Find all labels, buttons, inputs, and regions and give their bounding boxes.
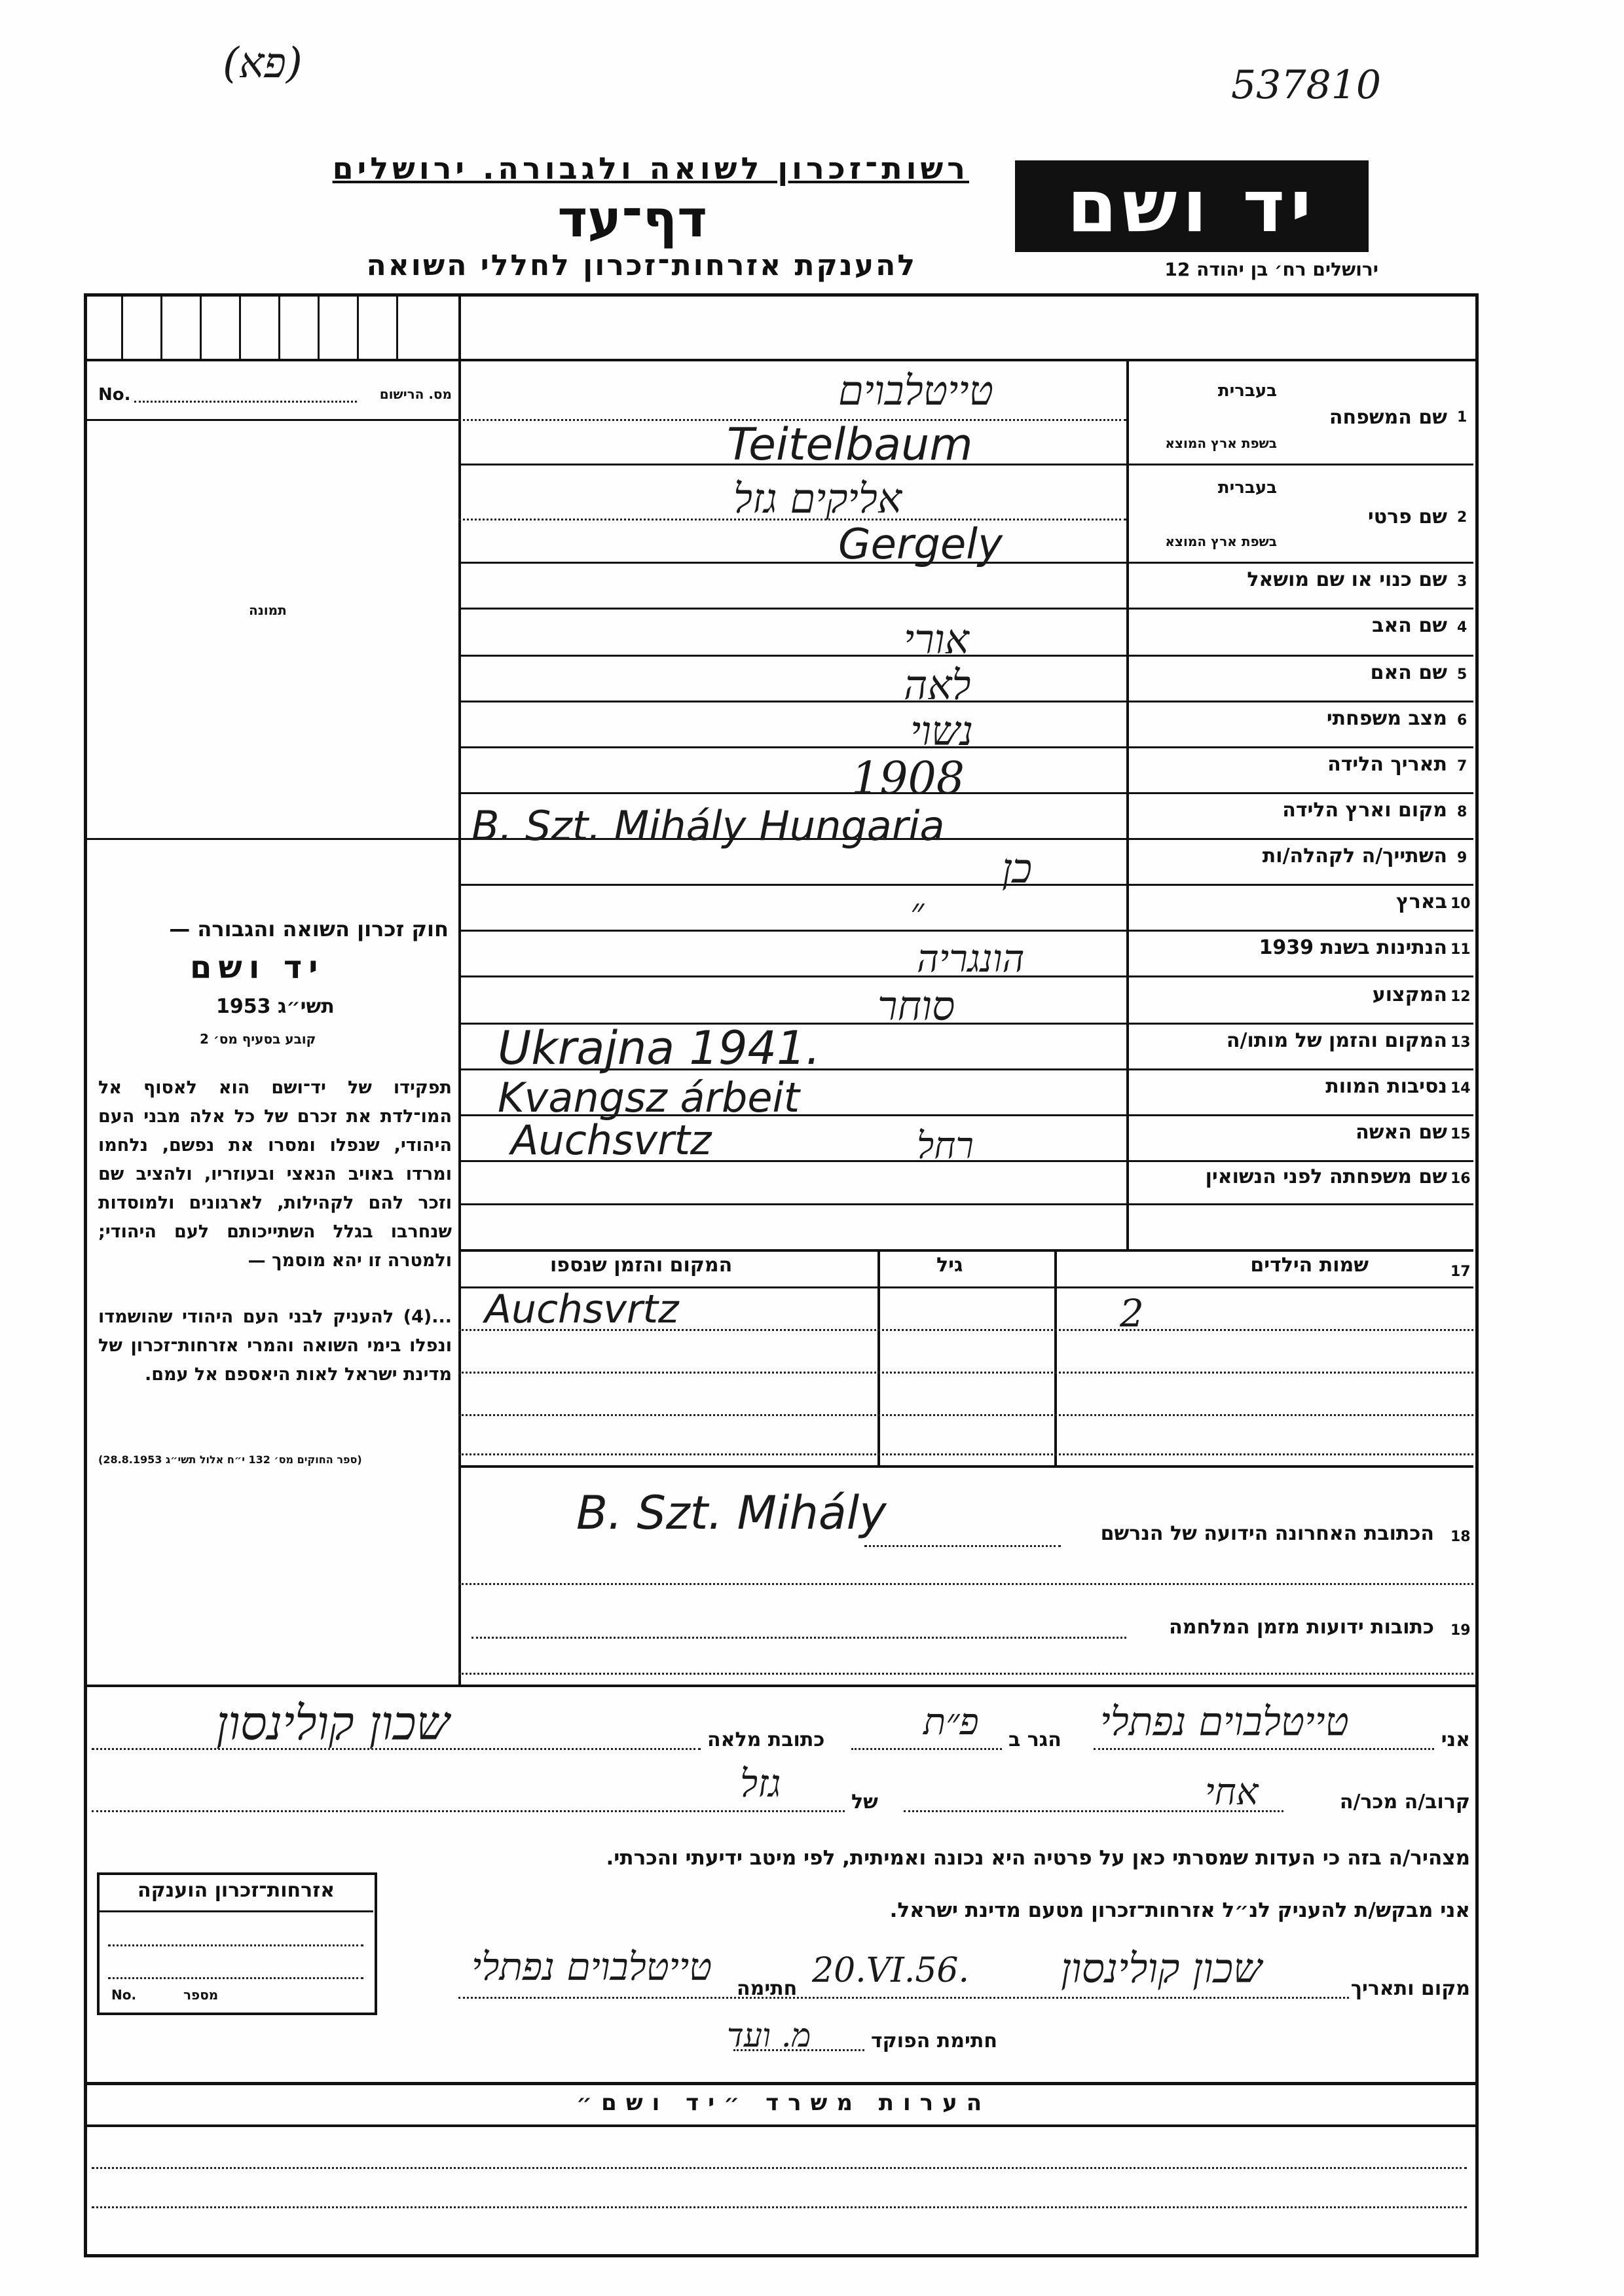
declaration-relation: אחי (1205, 1771, 1259, 1813)
field-15-number: 15 (1450, 1126, 1471, 1142)
field-18-number: 18 (1450, 1529, 1471, 1545)
field-12-value: סוחר (877, 982, 955, 1030)
office-notes-title: הערות משרד ״יד ושם״ (576, 2090, 991, 2116)
photo-label: תמונה (249, 602, 287, 618)
field-13-label: המקום והזמן של מותו/ה (1226, 1029, 1447, 1052)
field-6-label: מצב משפחתי (1326, 707, 1447, 730)
field-4-value: אורי (904, 615, 969, 663)
field-8-value: B. Szt. Mihály Hungaria (471, 802, 945, 850)
field-11-number: 11 (1450, 941, 1471, 958)
field-2-number: 2 (1457, 509, 1467, 526)
field-15-label: שם האשה (1356, 1121, 1447, 1144)
field-9-number: 9 (1457, 850, 1467, 866)
field-1-sub-hebrew: בעברית (1217, 381, 1277, 401)
field-18-label: הכתובת האחרונה הידועה של הנרשם (1100, 1522, 1434, 1545)
field-7-label: תאריך הלידה (1327, 753, 1447, 776)
field-19-label: כתובות ידועות מזמן המלחמה (1169, 1616, 1434, 1639)
field-5-value: לאה (904, 661, 971, 709)
field-2-sub-hebrew: בעברית (1217, 478, 1277, 498)
reg-no-hebrew: מס. הרישום (379, 386, 452, 402)
declaration-of-value: גזל (740, 1761, 781, 1806)
field-14-number: 14 (1450, 1080, 1471, 1097)
yad-vashem-logo (1015, 160, 1369, 252)
field-6-value: נשוי (910, 707, 974, 755)
law-text-2: ...(4) להעניק לבני העם היהודי שהושמדו ונפלו בימי השואה והמרי אזרחות־זכרון של מדינת ישראל לאות היאספם אל עמם. (98, 1307, 452, 1385)
field-9-label: השתייך/ה לקהלה/ות (1262, 845, 1447, 867)
field-2-value-origin: Gergely (838, 520, 1003, 569)
children-col-names: שמות הילדים (1250, 1254, 1369, 1277)
children-row-1-place: Auchsvrtz (485, 1286, 679, 1332)
top-right-number: 537810 (1231, 62, 1382, 108)
logo-text: יד ושם (1067, 164, 1317, 248)
page-title: דף־עד (557, 190, 707, 249)
field-5-number: 5 (1457, 666, 1467, 683)
field-13-value: Ukrajna 1941. (498, 1021, 821, 1075)
field-19-number: 19 (1450, 1622, 1471, 1639)
field-13-number: 13 (1450, 1034, 1471, 1051)
declaration-of-label: של (851, 1791, 878, 1813)
law-footnote: (ספר החוקים מס׳ 132 י״ח אלול תשי״ג 28.8.1953) (98, 1453, 362, 1466)
officer-signature: מ. ועד (727, 2016, 811, 2054)
field-2-label: שם פרטי (1367, 505, 1447, 528)
field-9-value: כן (1002, 845, 1033, 892)
field-1-value-hebrew: טייטלבוים (838, 367, 994, 414)
law-year: תשי״ג 1953 (216, 995, 335, 1018)
citizenship-box-number-label: מספר (183, 1987, 219, 2003)
law-name: יד ושם (190, 949, 325, 986)
law-title: חוק זכרון השואה והגבורה — (169, 917, 449, 941)
field-10-value: ״ (910, 890, 925, 933)
law-text: תפקידו של יד־ושם הוא לאסוף אל המו־לדת את זכרם של כל אלה מבני העם היהודי, שנפלו ומסרו את נפשם, נלחמו ומרדו באויב הנאצי ובעוזריו, ולהציב שם וזכר להם לקהילות, לארגונים ולמוסדות שנחרבו בגלל השתייכותם לעם היהודי; ולמטרה זו יהא מוסמך — (98, 1078, 452, 1271)
children-col-place: המקום והזמן שנספו (550, 1254, 733, 1277)
citizenship-box-no: No. (111, 1987, 137, 2003)
logo-address: ירושלים רח׳ בן יהודה 12 (1164, 259, 1378, 280)
field-17-number: 17 (1450, 1264, 1471, 1280)
declaration-statement-1: מצהיר/ה בזה כי העדות שמסרתי כאן על פרטיה היא נכונה ואמיתית, לפי מיטב ידיעתי והכרתי. (606, 1846, 1470, 1870)
field-1-number: 1 (1457, 409, 1467, 426)
children-row-1-names: 2 (1120, 1291, 1144, 1336)
page-subtitle: להענקת אזרחות־זכרון לחללי השואה (366, 249, 917, 282)
citizenship-box-title: אזרחות־זכרון הוענקה (138, 1879, 335, 1902)
field-10-number: 10 (1450, 896, 1471, 912)
declaration-statement-2: אני מבקש/ת להעניק לנ״ל אזרחות־זכרון מטעם מדינת ישראל. (889, 1899, 1470, 1922)
declaration-ani: אני (1441, 1728, 1470, 1751)
reg-no-label: No. (98, 385, 131, 405)
field-7-value: 1908 (851, 753, 965, 805)
field-1-label: שם המשפחה (1329, 406, 1447, 429)
declaration-place: שכון קולינסון (1061, 1944, 1262, 1992)
field-15-value-latin: Auchsvrtz (511, 1116, 712, 1164)
declaration-address: שכון קולינסון (216, 1696, 450, 1751)
field-10-label: בארץ (1395, 890, 1447, 913)
field-12-number: 12 (1450, 989, 1471, 1005)
field-16-number: 16 (1450, 1171, 1471, 1187)
field-14-label: נסיבות המוות (1325, 1075, 1447, 1098)
field-8-number: 8 (1457, 804, 1467, 820)
law-section: קובע בסעיף מס׳ 2 (200, 1031, 316, 1047)
declaration-address-label: כתובת מלאה (707, 1728, 825, 1751)
field-4-label: שם האב (1372, 614, 1447, 637)
field-12-label: המקצוע (1372, 983, 1447, 1006)
declaration-place-date-label: מקום ותאריך (1350, 1977, 1470, 2000)
field-1-sub-origin: בשפת ארץ המוצא (1165, 435, 1277, 451)
field-15-value-hebrew: רחל (917, 1125, 974, 1167)
officer-signature-label: חתימת הפוקד (871, 2030, 997, 2052)
children-col-age: גיל (936, 1254, 963, 1277)
declaration-date: 20.VI.56. (812, 1951, 970, 1990)
field-2-value-hebrew: אליקים גזל (733, 475, 902, 522)
field-18-value: B. Szt. Mihály (576, 1486, 887, 1540)
field-14-value: Kvangsz árbeit (498, 1074, 800, 1121)
field-5-label: שם האם (1370, 661, 1447, 684)
field-7-number: 7 (1457, 758, 1467, 774)
field-1-value-origin: Teitelbaum (727, 419, 973, 471)
declaration-city: פ״ת (923, 1701, 979, 1743)
field-3-number: 3 (1457, 574, 1467, 590)
top-left-mark: (פא) (223, 39, 303, 88)
declaration-name: טייטלבוים נפתלי (1100, 1699, 1349, 1745)
field-4-number: 4 (1457, 619, 1467, 636)
declaration-lives-in: הגר ב (1008, 1728, 1061, 1751)
field-2-sub-origin: בשפת ארץ המוצא (1165, 534, 1277, 549)
field-11-value: הונגריה (917, 936, 1025, 981)
declaration-signature-label: חתימה (737, 1977, 798, 2000)
field-11-label: הנתינות בשנת 1939 (1259, 936, 1447, 959)
org-line: רשות־זכרון לשואה ולגבורה. ירושלים (332, 151, 969, 186)
declaration-signature: טייטלבוים נפתלי (471, 1944, 712, 1989)
field-8-label: מקום וארץ הלידה (1282, 799, 1447, 822)
field-3-label: שם כנוי או שם מושאל (1247, 568, 1447, 591)
declaration-relative-label: קרוב/ה מכר/ה (1339, 1791, 1470, 1813)
field-6-number: 6 (1457, 712, 1467, 729)
field-16-label: שם משפחתה לפני הנשואין (1205, 1165, 1447, 1188)
